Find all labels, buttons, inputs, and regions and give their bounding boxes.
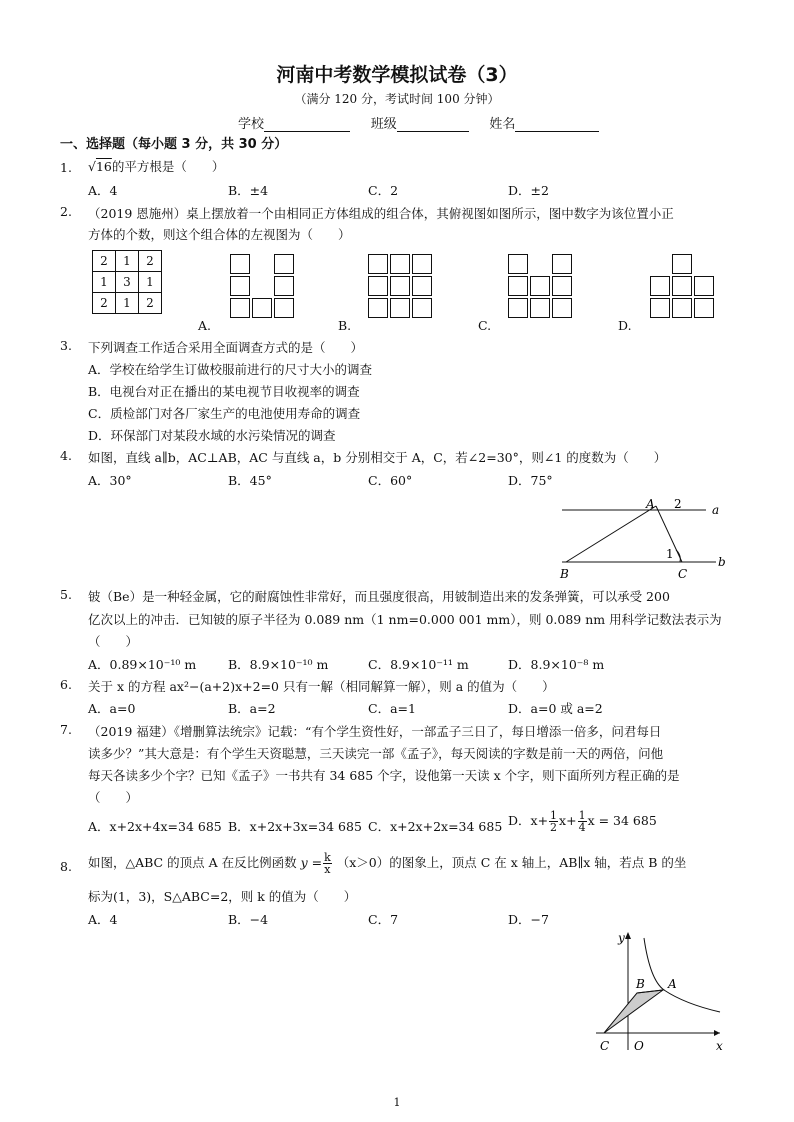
question-1-stem: √16的平方根是（ ） <box>88 159 225 174</box>
question-2-line2: 方体的个数，则这个组合体的左视图为（ ） <box>88 227 351 242</box>
option-c[interactable]: C．60° <box>368 473 413 488</box>
option-d-label[interactable]: D. <box>618 318 632 333</box>
grid-cell: 1 <box>93 272 116 293</box>
student-info-row <box>238 113 599 132</box>
fraction: $\frac{1}{2}$ <box>550 809 558 834</box>
grid-cell: 2 <box>139 293 162 314</box>
inverse-function-figure <box>590 928 736 1058</box>
label-a: a <box>712 503 720 517</box>
question-number: 1. <box>60 160 72 175</box>
option-d[interactable]: D．8.9×10⁻⁸ m <box>508 657 605 672</box>
option-c[interactable]: C．a=1 <box>368 701 416 716</box>
question-2-line1: （2019 恩施州）桌上摆放着一个由相同正方体组成的组合体，其俯视图如图所示，图中数字为该位置小正 <box>88 206 674 221</box>
question-number: 5. <box>60 587 72 602</box>
question-7-line3: 每天各读多少个字？已知《孟子》一书共有 34 685 个字，设他第一天读 x 个字，则下面所列方程正确的是 <box>88 768 680 783</box>
label-O: O <box>634 1039 644 1053</box>
question-7-line2: 读多少？”其大意是：有个学生天资聪慧，三天读完一部《孟子》，每天阅读的字数是前一天的两倍，问他 <box>88 746 664 761</box>
label-A: A <box>646 497 655 511</box>
page-number: 1 <box>393 1096 401 1109</box>
question-number: 2. <box>60 204 72 219</box>
grid-cell: 1 <box>116 293 139 314</box>
option-c[interactable]: C．x+2x+2x=34 685 <box>368 819 503 834</box>
option-c-label[interactable]: C. <box>478 318 492 333</box>
grid-cell: 2 <box>93 251 116 272</box>
option-a[interactable]: A．学校在给学生订做校服前进行的尺寸大小的调查 <box>88 362 373 377</box>
class-label: 班级 <box>370 117 397 132</box>
option-a[interactable]: A．a=0 <box>88 701 136 716</box>
option-b[interactable]: B．x+2x+3x=34 685 <box>228 819 362 834</box>
option-b[interactable]: B．电视台对正在播出的某电视节目收视率的调查 <box>88 384 360 399</box>
option-c[interactable]: C．7 <box>368 912 399 927</box>
question-6-stem: 关于 x 的方程 ax²−(a+2)x+2=0 只有一解（相同解算一解），则 a 的值为（ ） <box>88 679 555 694</box>
option-b[interactable]: B．±4 <box>228 183 269 198</box>
option-d[interactable]: D．x+ $\frac{1}{2}$ x+ $\frac{1}{4}$ x = 34 685 <box>508 809 657 834</box>
question-5-line3: （ ） <box>88 634 139 649</box>
class-field[interactable] <box>397 118 469 132</box>
school-field[interactable] <box>264 118 350 132</box>
option-d[interactable]: D．±2 <box>508 183 549 198</box>
option-a[interactable]: A．x+2x+4x=34 685 <box>88 819 222 834</box>
grid-cell: 1 <box>116 251 139 272</box>
question-5-line1: 铍（Be）是一种轻金属，它的耐腐蚀性非常好，而且强度很高，用铍制造出来的发条弹簧，可以承受 200 <box>88 589 670 604</box>
name-field[interactable] <box>515 118 599 132</box>
grid-cell: 2 <box>139 251 162 272</box>
option-c[interactable]: C．2 <box>368 183 399 198</box>
question-number: 3. <box>60 338 72 353</box>
question-number: 8. <box>60 859 72 874</box>
option-a[interactable]: A．0.89×10⁻¹⁰ m <box>88 657 197 672</box>
option-b[interactable]: B．8.9×10⁻¹⁰ m <box>228 657 329 672</box>
label-C: C <box>678 567 688 581</box>
label-angle-2: 2 <box>674 497 682 511</box>
question-5-line2: 亿次以上的冲击．已知铍的原子半径为 0.089 nm（1 nm=0.000 001 mm），则 0.089 nm 用科学记数法表示为 <box>88 612 722 627</box>
label-angle-1: 1 <box>666 547 674 561</box>
grid-cell: 3 <box>116 272 139 293</box>
option-a-label[interactable]: A. <box>198 318 212 333</box>
label-B: B <box>560 567 569 581</box>
top-view-grid <box>92 250 162 314</box>
option-b[interactable]: B．a=2 <box>228 701 276 716</box>
option-c[interactable]: C．8.9×10⁻¹¹ m <box>368 657 469 672</box>
section-heading: 一、选择题（每小题 3 分，共 30 分） <box>60 137 288 152</box>
question-number: 4. <box>60 448 72 463</box>
question-number: 6. <box>60 677 72 692</box>
fraction: $\frac{1}{4}$ <box>578 809 586 834</box>
option-d[interactable]: D．−7 <box>508 912 549 927</box>
option-b[interactable]: B．−4 <box>228 912 269 927</box>
label-x: x <box>716 1039 723 1053</box>
option-a[interactable]: A．4 <box>88 183 118 198</box>
option-b[interactable]: B．45° <box>228 473 272 488</box>
grid-cell: 1 <box>139 272 162 293</box>
question-3-stem: 下列调查工作适合采用全面调查方式的是（ ） <box>88 340 364 355</box>
question-number: 7. <box>60 722 72 737</box>
sqrt-icon: √16 <box>88 159 112 174</box>
exam-subtitle: （满分 120 分，考试时间 100 分钟） <box>294 92 500 106</box>
option-b-label[interactable]: B. <box>338 318 352 333</box>
label-A: A <box>668 977 677 991</box>
label-B: B <box>636 977 645 991</box>
option-d[interactable]: D．环保部门对某段水域的水污染情况的调查 <box>88 428 336 443</box>
option-a[interactable]: A．4 <box>88 912 118 927</box>
question-4-stem: 如图，直线 a∥b，AC⊥AB，AC 与直线 a，b 分别相交于 A，C，若∠2=30°，则∠1 的度数为（ ） <box>88 450 667 465</box>
question-7-line1: （2019 福建）《增删算法统宗》记载：“有个学生资性好，一部孟子三日了，每日增添一倍多，问君每日 <box>88 724 662 739</box>
question-7-line4: （ ） <box>88 790 139 805</box>
option-d[interactable]: D．75° <box>508 473 553 488</box>
option-c[interactable]: C．质检部门对各厂家生产的电池使用寿命的调查 <box>88 406 361 421</box>
question-8-line2: 标为(1，3)，S△ABC=2，则 k 的值为（ ） <box>88 889 357 904</box>
function-expression: y = $\frac{k}{x}$ <box>300 851 331 876</box>
label-b: b <box>718 555 726 569</box>
label-C: C <box>600 1039 610 1053</box>
grid-cell: 2 <box>93 293 116 314</box>
name-label: 姓名 <box>489 117 516 132</box>
label-y: y <box>618 931 625 945</box>
question-8-line1: 如图，△ABC 的顶点 A 在反比例函数 y = $\frac{k}{x}$ （x＞0）的图象上，顶点 C 在 x 轴上，AB∥x 轴，若点 B 的坐 <box>88 851 687 876</box>
school-label: 学校 <box>238 117 265 132</box>
option-d[interactable]: D．a=0 或 a=2 <box>508 701 603 716</box>
page-title: 河南中考数学模拟试卷（3） <box>276 64 518 86</box>
option-a[interactable]: A．30° <box>88 473 132 488</box>
parallel-lines-figure <box>556 492 736 584</box>
